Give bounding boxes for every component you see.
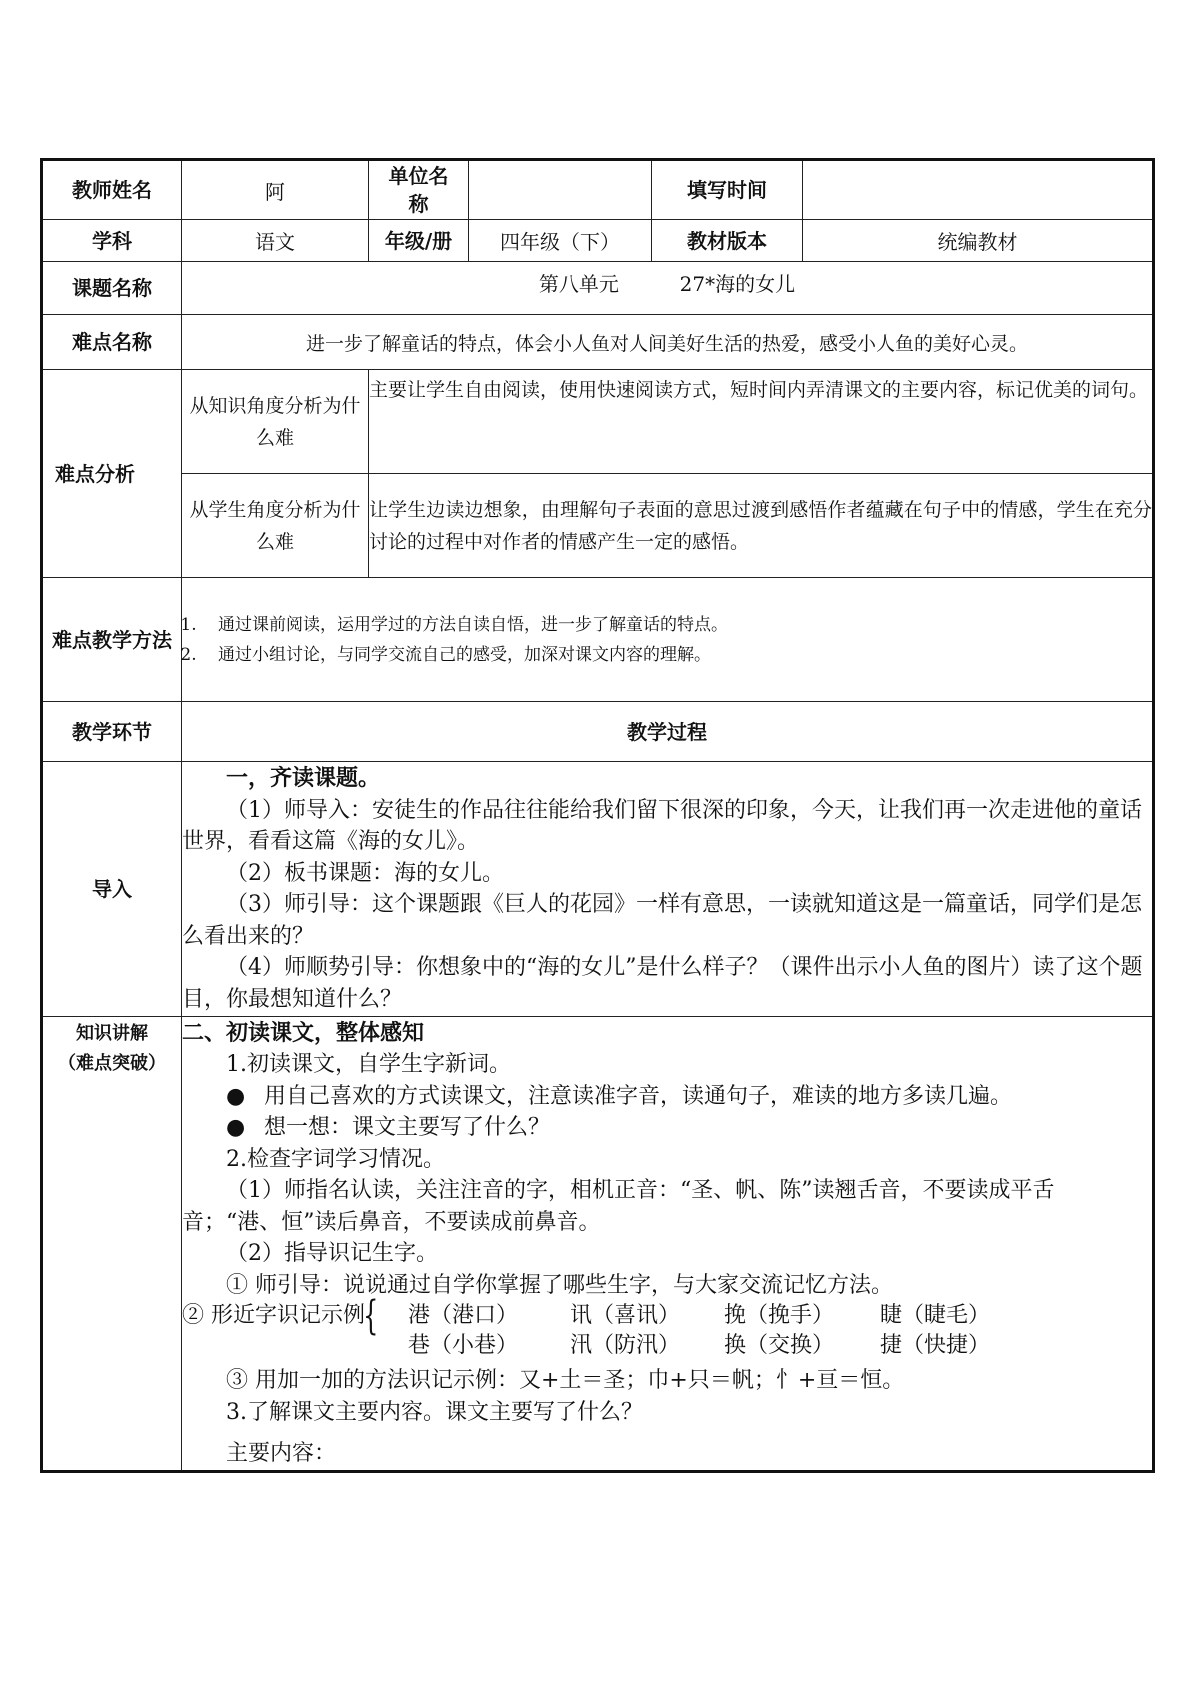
knowledge-heading: 二、初读课文，整体感知 [182, 1020, 425, 1046]
row-process-header [42, 702, 1154, 762]
knowledge-label-line1: 知识讲解 [76, 1023, 148, 1044]
bullet-icon: ● [226, 1115, 246, 1140]
method-item: 2. 通过小组讨论，与同学交流自己的感受，加深对课文内容的理解。 [202, 640, 1152, 670]
topic-unit: 第八单元 [538, 272, 619, 296]
methods-label: 难点教学方法 [42, 578, 182, 702]
knowledge-step2-2a: ① 师引导：说说通过自学你掌握了哪些生字，与大家交流记忆方法。 [226, 1272, 893, 1298]
char-pair-bottom: 汛（防汛） [570, 1333, 681, 1358]
unit-value [469, 160, 652, 220]
char-pair-bottom: 换（交换） [724, 1333, 835, 1358]
grade-label: 年级/册 [369, 220, 469, 262]
stage-label: 教学环节 [42, 702, 182, 762]
intro-line: （1）师导入：安徒生的作品往往能给我们留下很深的印象，今天，让我们再一次走进他的童话世界，看看这篇《海的女儿》。 [182, 797, 1143, 854]
char-pair-top: 讯（喜讯） [570, 1303, 681, 1328]
knowledge-step2-2c: ③ 用加一加的方法识记示例：又+土＝圣；巾+只＝帆；忄+亘＝恒。 [226, 1368, 905, 1393]
knowledge-step1: 1.初读课文，自学生字新词。 [226, 1052, 511, 1077]
intro-label: 导入 [42, 762, 182, 1017]
analysis-knowledge-label: 从知识角度分析为什么难 [182, 370, 369, 474]
topic-label: 课题名称 [42, 262, 182, 315]
char-pair-bottom: 捷（快捷） [880, 1333, 991, 1358]
row-teacher [42, 160, 1154, 220]
bullet-icon: ● [226, 1083, 246, 1109]
row-difficulty [42, 315, 1154, 370]
unit-label: 单位名称 [369, 160, 469, 220]
difficulty-value: 进一步了解童话的特点，体会小人鱼对人间美好生活的热爱，感受小人鱼的美好心灵。 [182, 315, 1154, 370]
topic-value [182, 262, 1154, 315]
similar-chars-label: ② 形近字识记示例 [182, 1303, 365, 1328]
edition-label: 教材版本 [652, 220, 803, 262]
teacher-value: 阿 [182, 160, 369, 220]
char-pair-bottom: 巷（小巷） [408, 1333, 519, 1358]
analysis-student-label: 从学生角度分析为什么难 [182, 474, 369, 578]
intro-line: （3）师引导：这个课题跟《巨人的花园》一样有意思，一读就知道这是一篇童话，同学们是怎么看出来的？ [182, 892, 1143, 949]
main-content-label: 主要内容： [226, 1441, 337, 1466]
subject-label: 学科 [42, 220, 182, 262]
char-pair-top: 睫（睫毛） [880, 1303, 991, 1328]
row-analysis-student [42, 474, 1154, 578]
knowledge-label-line2: （难点突破） [58, 1053, 166, 1074]
similar-chars-block [182, 1293, 1152, 1365]
lesson-plan-table [40, 158, 1155, 1473]
intro-content [182, 762, 1154, 1017]
knowledge-bullet: ● 想一想：课文主要写了什么？ [182, 1112, 1152, 1144]
row-topic [42, 262, 1154, 315]
edition-value: 统编教材 [803, 220, 1154, 262]
row-knowledge [42, 1017, 1154, 1472]
intro-line: （4）师顺势引导：你想象中的“海的女儿”是什么样子？（课件出示小人鱼的图片）读了这个题目，你最想知道什么？ [182, 955, 1143, 1012]
char-pair-top: 港（港口） [408, 1303, 519, 1328]
knowledge-bullet: ● 用自己喜欢的方式读课文，注意读准字音，读通句子，难读的地方多读几遍。 [182, 1081, 1152, 1113]
analysis-knowledge-text: 主要让学生自由阅读，使用快速阅读方式，短时间内弄清课文的主要内容，标记优美的词句。 [369, 370, 1154, 474]
fill-time-value [803, 160, 1154, 220]
difficulty-label: 难点名称 [42, 315, 182, 370]
knowledge-step3: 3.了解课文主要内容。课文主要写了什么？ [226, 1399, 643, 1425]
intro-line: （2）板书课题：海的女儿。 [226, 860, 504, 886]
knowledge-step2-1: （1）师指名认读，关注注音的字，相机正音：“圣、帆、陈”读翘舌音，不要读成平舌音；“港、恒”读后鼻音，不要读成前鼻音。 [182, 1178, 1055, 1235]
grade-value: 四年级（下） [469, 220, 652, 262]
knowledge-step2-2: （2）指导识记生字。 [226, 1241, 438, 1266]
row-intro [42, 762, 1154, 1017]
methods-list [182, 578, 1154, 702]
topic-lesson: 27*海的女儿 [679, 272, 796, 296]
row-analysis-knowledge [42, 370, 1154, 474]
teacher-label: 教师姓名 [42, 160, 182, 220]
method-item: 1. 通过课前阅读，运用学过的方法自读自悟，进一步了解童话的特点。 [202, 610, 1152, 640]
intro-heading: 一，齐读课题。 [226, 765, 381, 791]
process-label: 教学过程 [182, 702, 1154, 762]
knowledge-content [182, 1017, 1154, 1472]
analysis-label: 难点分析 [42, 370, 182, 578]
row-subject [42, 220, 1154, 262]
fill-time-label: 填写时间 [652, 160, 803, 220]
brace-icon: { [363, 1293, 379, 1339]
row-methods [42, 578, 1154, 702]
subject-value: 语文 [182, 220, 369, 262]
knowledge-step2: 2.检查字词学习情况。 [226, 1146, 445, 1172]
knowledge-label [42, 1017, 182, 1472]
analysis-student-text: 让学生边读边想象，由理解句子表面的意思过渡到感悟作者蕴藏在句子中的情感，学生在充分讨论的过程中对作者的情感产生一定的感悟。 [369, 474, 1154, 578]
char-pair-top: 挽（挽手） [724, 1303, 835, 1328]
